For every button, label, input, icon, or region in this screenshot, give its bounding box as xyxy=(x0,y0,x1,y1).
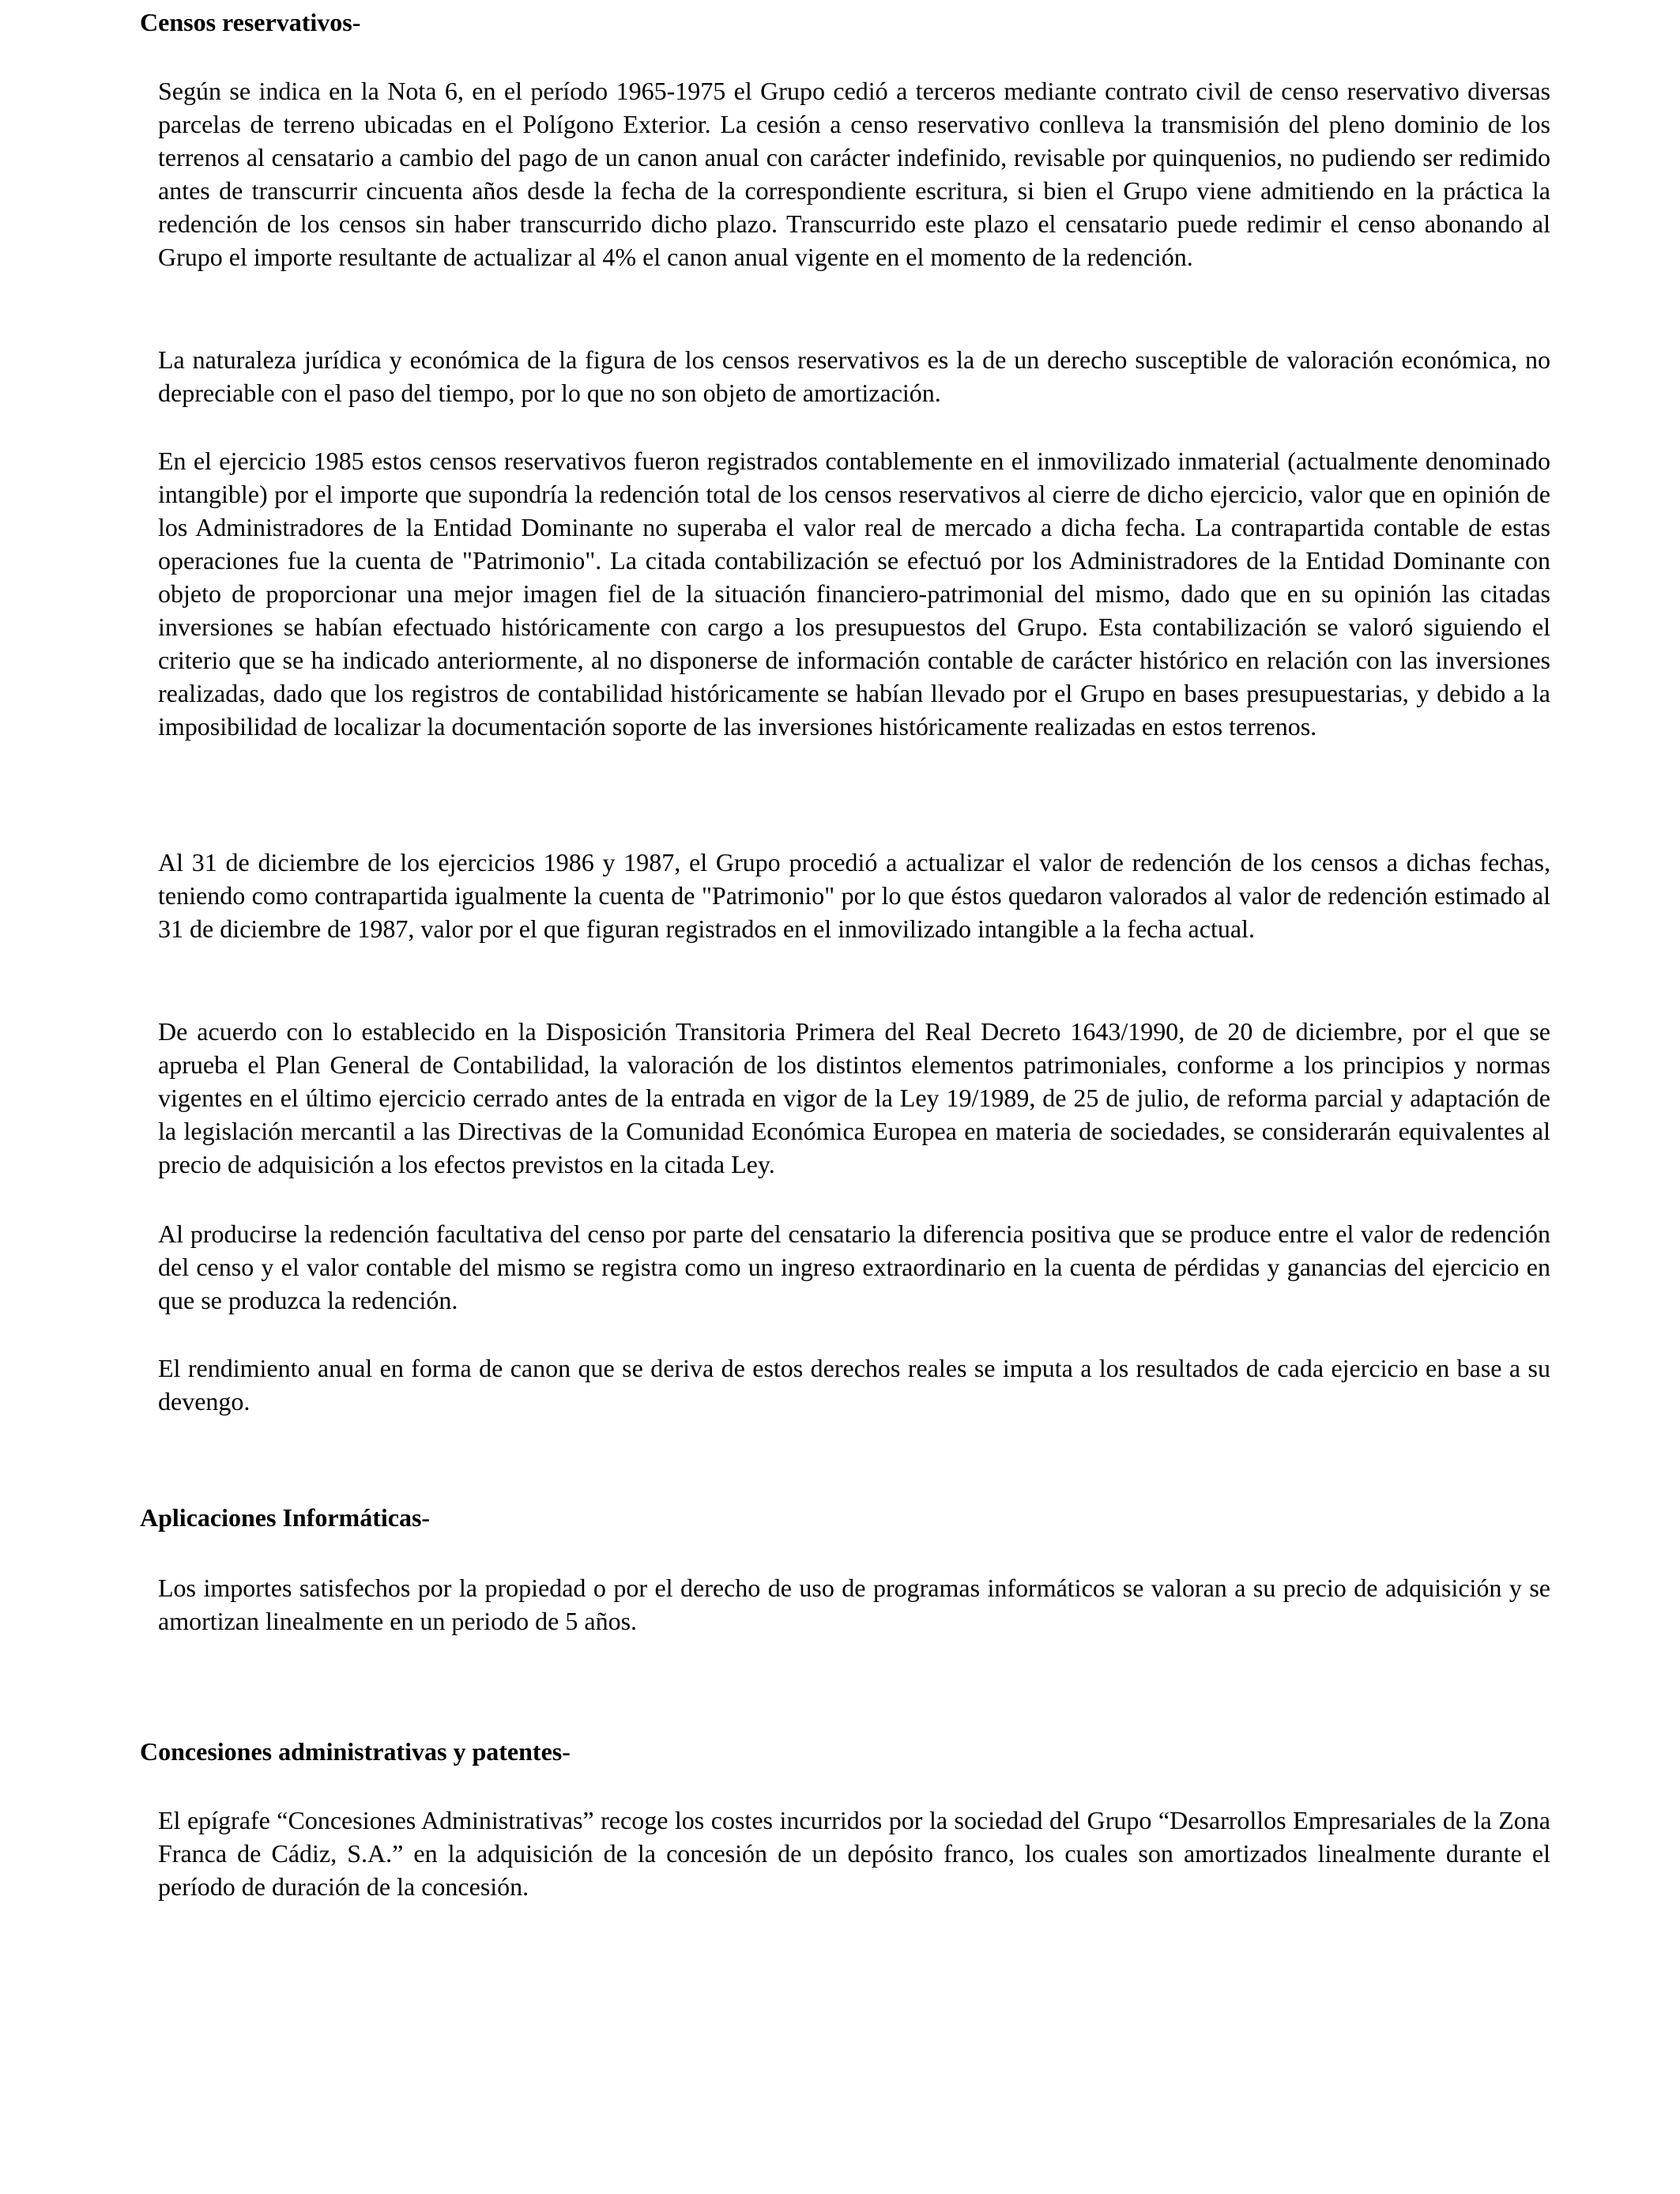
paragraph-censos-naturaleza: La naturaleza jurídica y económica de la figura de los censos reservativos es la de un derecho susceptible de valoración económica, no depreciable con el paso del tiempo, por lo que no son objeto de amortización. xyxy=(158,345,1550,407)
paragraph-censos-disposicion-transitoria: De acuerdo con lo establecido en la Disposición Transitoria Primera del Real Decreto 1643/1990, de 20 de diciembre, por el que se aprueba el Plan General de Contabilidad, la valoración de los distintos elementos patrimoniales, conforme a los principios y normas vigentes en el último ejercicio cerrado antes de la entrada en vigor de la Ley 19/1989, de 25 de julio, de reforma parcial y adaptación de la legislación mercantil a las Directivas de la Comunidad Económica Europea en materia de sociedades, se considerarán equivalentes al precio de adquisición a los efectos previstos en la citada Ley. xyxy=(158,1017,1550,1178)
paragraph-censos-actualizacion: Al 31 de diciembre de los ejercicios 1986 y 1987, el Grupo procedió a actualizar el valor de redención de los censos a dichas fechas, teniendo como contrapartida igualmente la cuenta de "Patrimonio" por lo que éstos quedaron valorados al valor de redención estimado al 31 de diciembre de 1987, valor por el que figuran registrados en el inmovilizado intangible a la fecha actual. xyxy=(158,848,1550,943)
section-heading-concesiones-administrativas: Concesiones administrativas y patentes- xyxy=(140,1737,571,1766)
paragraph-censos-redencion-facultativa: Al producirse la redención facultativa del censo por parte del censatario la diferencia positiva que se produce entre el valor de redención del censo y el valor contable del mismo se registra como un ingreso extraordinario en la cuenta de pérdidas y ganancias del ejercicio en que se produzca la redención. xyxy=(158,1220,1550,1314)
paragraph-aplicaciones-informaticas: Los importes satisfechos por la propiedad o por el derecho de uso de programas informáticos se valoran a su precio de adquisición y se amortizan linealmente en un periodo de 5 años. xyxy=(158,1574,1550,1635)
paragraph-concesiones-administrativas: El epígrafe “Concesiones Administrativas” recoge los costes incurridos por la sociedad del Grupo “Desarrollos Empresariales de la Zona Franca de Cádiz, S.A.” en la adquisición de la concesión de un depósito franco, los cuales son amortizados linealmente durante el período de duración de la concesión. xyxy=(158,1806,1550,1901)
paragraph-censos-cesion: Según se indica en la Nota 6, en el período 1965-1975 el Grupo cedió a terceros mediante contrato civil de censo reservativo diversas parcelas de terreno ubicadas en el Polígono Exterior. La cesión a censo reservativo conlleva la transmisión del pleno dominio de los terrenos al censatario a cambio del pago de un canon anual con carácter indefinido, revisable por quinquenios, no pudiendo ser redimido antes de transcurrir cincuenta años desde la fecha de la correspondiente escritura, si bien el Grupo viene admitiendo en la práctica la redención de los censos sin haber transcurrido dicho plazo. Transcurrido este plazo el censatario puede redimir el censo abonando al Grupo el importe resultante de actualizar al 4% el canon anual vigente en el momento de la redención. xyxy=(158,77,1550,271)
paragraph-censos-registro-1985: En el ejercicio 1985 estos censos reservativos fueron registrados contablemente en el inmovilizado inmaterial (actualmente denominado intangible) por el importe que supondría la redención total de los censos reservativos al cierre de dicho ejercicio, valor que en opinión de los Administradores de la Entidad Dominante no superaba el valor real de mercado a dicha fecha. La contrapartida contable de estas operaciones fue la cuenta de "Patrimonio". La citada contabilización se efectuó por los Administradores de la Entidad Dominante con objeto de proporcionar una mejor imagen fiel de la situación financiero-patrimonial del mismo, dado que en su opinión las citadas inversiones se habían efectuado históricamente con cargo a los presupuestos del Grupo. Esta contabilización se valoró siguiendo el criterio que se ha indicado anteriormente, al no disponerse de información contable de carácter histórico en relación con las inversiones realizadas, dado que los registros de contabilidad históricamente se habían llevado por el Grupo en bases presupuestarias, y debido a la imposibilidad de localizar la documentación soporte de las inversiones históricamente realizadas en estos terrenos. xyxy=(158,447,1550,741)
paragraph-censos-rendimiento: El rendimiento anual en forma de canon que se deriva de estos derechos reales se imputa a los resultados de cada ejercicio en base a su devengo. xyxy=(158,1354,1550,1416)
section-heading-censos-reservativos: Censos reservativos- xyxy=(140,8,361,36)
section-heading-aplicaciones-informaticas: Aplicaciones Informáticas- xyxy=(140,1503,431,1532)
